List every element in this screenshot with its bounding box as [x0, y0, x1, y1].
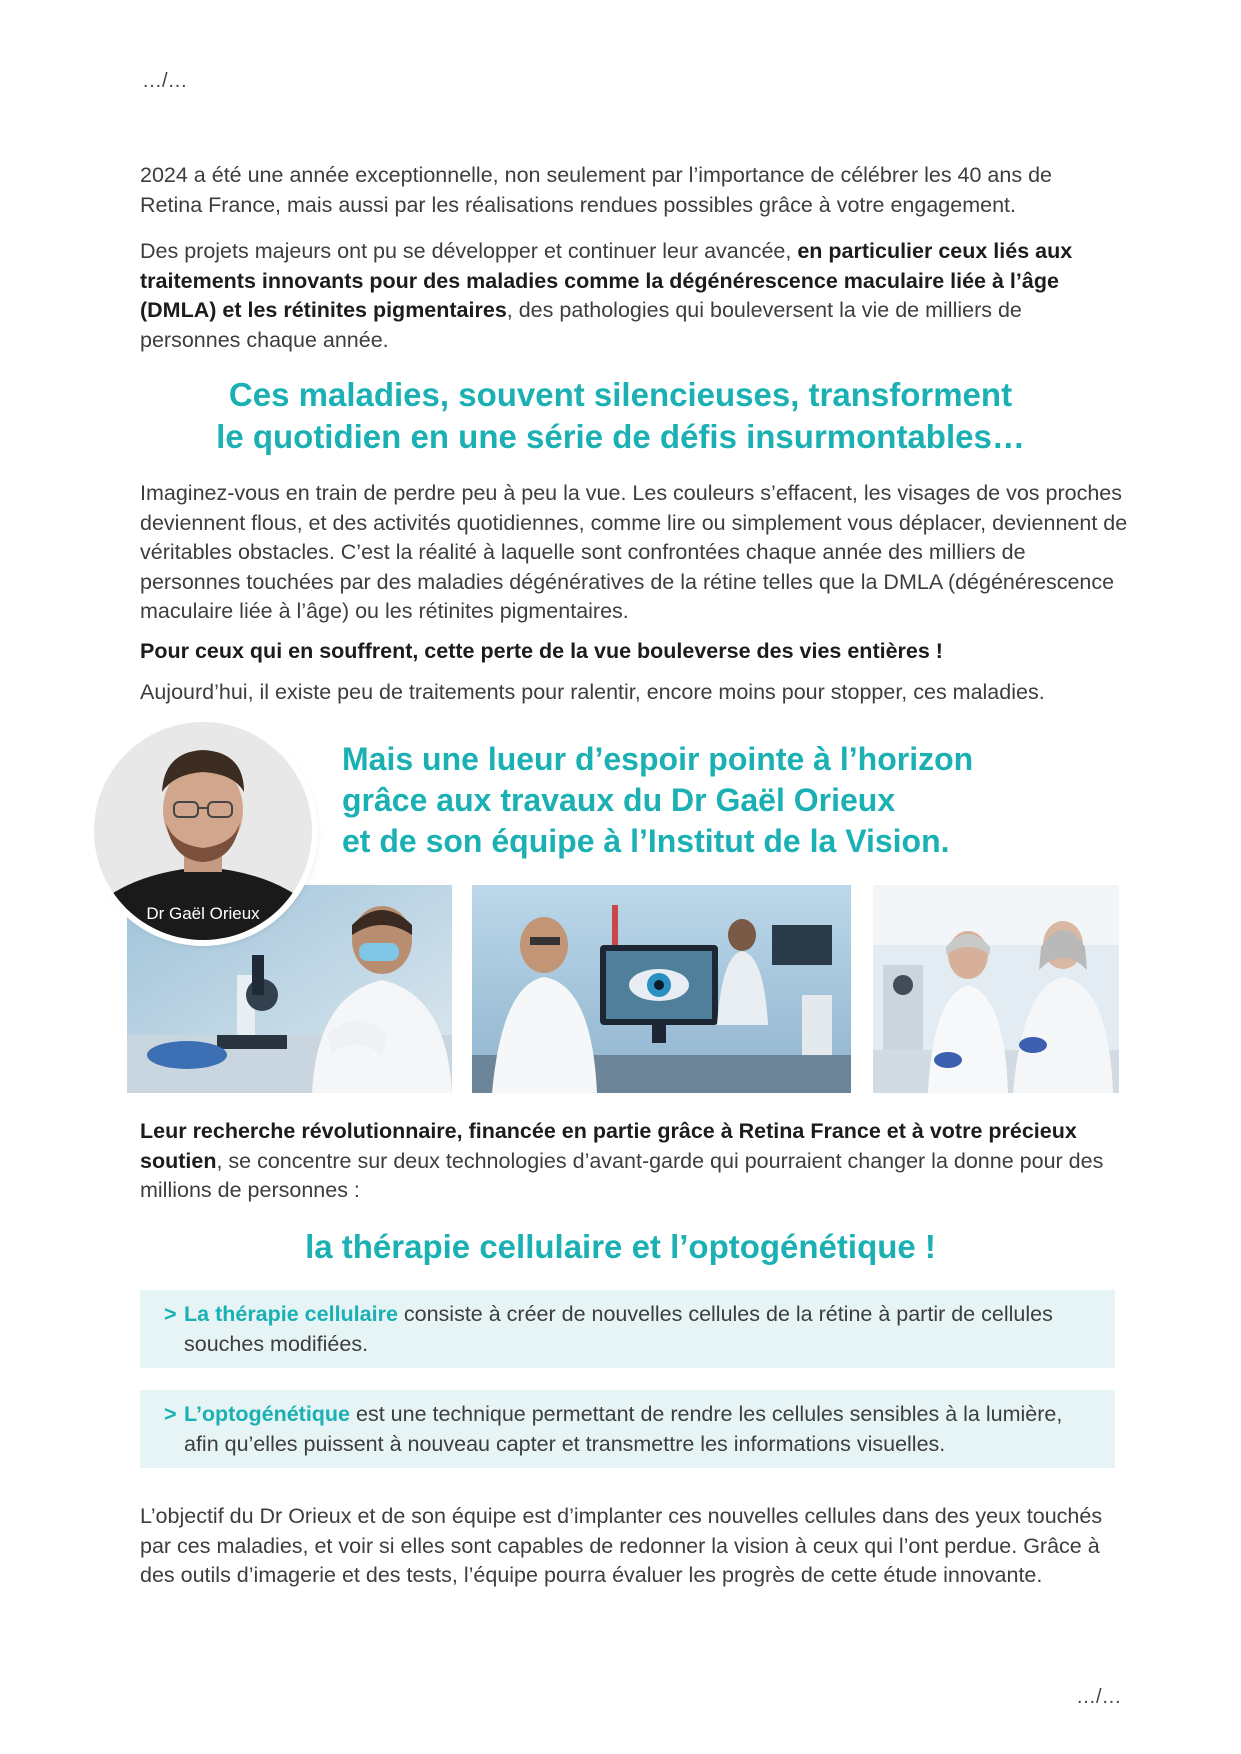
research-paragraph	[140, 1117, 1125, 1206]
lab-photo-eye-scan-image	[472, 885, 851, 1093]
headline-diseases-line-1: Ces maladies, souvent silencieuses, transforment	[228, 376, 1013, 413]
headline-diseases	[0, 374, 1241, 458]
box-optogenetics-text	[184, 1400, 1099, 1459]
lab-photo-researchers	[873, 885, 1119, 1093]
chevron-right-icon: >	[164, 1402, 177, 1426]
treatments-paragraph: Aujourd’hui, il existe peu de traitements pour ralentir, encore moins pour stopper, ces maladies.	[140, 680, 1045, 704]
box-cell-therapy-marker	[164, 1300, 184, 1330]
headline-diseases-line-2: le quotidien en une série de défis insurmontables…	[216, 418, 1025, 455]
bottom-continuation-mark: …/…	[1076, 1686, 1122, 1708]
conclusion-paragraph: L’objectif du Dr Orieux et de son équipe est d’implanter ces nouvelles cellules dans des yeux touchés par ces maladies, et voir si elles sont capables de redonner la vision à ceux qui l’ont perdue. Grâce à des outils d’imagerie et des tests, l’équipe pourra évaluer les progrès de cette étude innovante.	[140, 1504, 1103, 1587]
headline-technologies	[0, 1226, 1241, 1268]
box-cell-therapy-term: La thérapie cellulaire	[184, 1302, 398, 1326]
portrait-dr-orieux	[94, 722, 312, 940]
intro-paragraph-1: 2024 a été une année exceptionnelle, non seulement par l’importance de célébrer les 40 ans de Retina France, mais aussi par les réalisations rendues possibles grâce à votre engagement.	[140, 163, 1052, 217]
intro-p2-end: , des pathologies qui bouleversent la vie de milliers de personnes chaque année.	[140, 298, 1022, 352]
headline-hope-line-3: et de son équipe à l’Institut de la Vision.	[342, 823, 950, 859]
headline-hope-line-1: Mais une lueur d’espoir pointe à l’horizon	[342, 741, 974, 777]
box-optogenetics-term: L’optogénétique	[184, 1402, 351, 1426]
lab-photo-researchers-image	[873, 885, 1119, 1093]
box-cell-therapy-description: consiste à créer de nouvelles cellules de la rétine à partir de cellules souches modifiées.	[184, 1302, 1053, 1356]
box-cell-therapy-text	[184, 1300, 1084, 1359]
top-continuation-mark: …/…	[142, 70, 188, 92]
suffering-statement-bold: Pour ceux qui en souffrent, cette perte de la vue bouleverse des vies entières !	[140, 639, 943, 663]
intro-p2-bold: en particulier ceux liés aux traitements innovants pour des maladies comme la dégénérescence maculaire liée à l’âge (DMLA) et les rétinites pigmentaires	[140, 239, 1073, 322]
intro-paragraph-2	[140, 237, 1115, 355]
portrait-caption: Dr Gaël Orieux	[146, 904, 260, 923]
box-optogenetics	[140, 1390, 1115, 1468]
intro-p2-start: Des projets majeurs ont pu se développer et continuer leur avancée,	[140, 239, 798, 263]
research-bold: Leur recherche révolutionnaire, financée en partie grâce à Retina France et à votre précieux soutien	[140, 1119, 1077, 1173]
imagine-paragraph: Imaginez-vous en train de perdre peu à peu la vue. Les couleurs s’effacent, les visages de vos proches deviennent flous, et des activités quotidiennes, comme lire ou simplement vous déplacer, deviennent de véritables obstacles. C’est la réalité à laquelle sont confrontées chaque année des milliers de personnes touchées par des maladies dégénératives de la rétine telles que la DMLA (dégénérescence maculaire liée à l’âge) ou les rétinites pigmentaires.	[140, 481, 1128, 623]
research-rest: , se concentre sur deux technologies d’avant-garde qui pourraient changer la donne pour des millions de personnes :	[140, 1148, 1104, 1202]
box-optogenetics-marker	[164, 1400, 184, 1430]
headline-hope	[342, 739, 1202, 862]
headline-hope-line-2: grâce aux travaux du Dr Gaël Orieux	[342, 782, 896, 818]
suffering-statement	[140, 637, 1130, 667]
box-optogenetics-description: est une technique permettant de rendre les cellules sensibles à la lumière, afin qu’elles puissent à nouveau capter et transmettre les informations visuelles.	[184, 1402, 1063, 1456]
box-cell-therapy	[140, 1290, 1115, 1368]
headline-technologies-text: la thérapie cellulaire et l’optogénétique !	[305, 1228, 936, 1265]
lab-photo-eye-scan	[472, 885, 851, 1093]
chevron-right-icon: >	[164, 1302, 177, 1326]
